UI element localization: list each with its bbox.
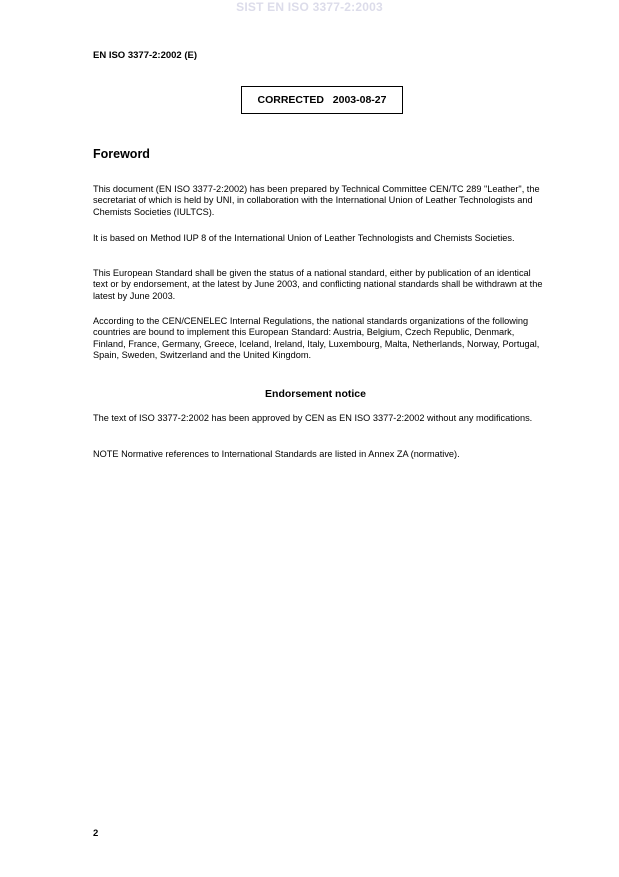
watermark: SIST EN ISO 3377-2:2003 xyxy=(236,0,383,14)
note-paragraph: NOTE Normative references to International Standards are listed in Annex ZA (normative). xyxy=(93,449,460,459)
endorsement-heading: Endorsement notice xyxy=(265,388,366,400)
foreword-paragraph: This European Standard shall be given the status of a national standard, either by publication of an identical text or by endorsement, at the latest by June 2003, and conflicting national standards shall be withdrawn at the latest by June 2003. xyxy=(93,268,543,301)
endorsement-paragraph: The text of ISO 3377-2:2002 has been approved by CEN as EN ISO 3377-2:2002 without any modifications. xyxy=(93,413,533,423)
foreword-heading: Foreword xyxy=(93,147,150,161)
document-id: EN ISO 3377-2:2002 (E) xyxy=(93,50,198,61)
foreword-paragraph: It is based on Method IUP 8 of the International Union of Leather Technologists and Chemists Societies. xyxy=(93,233,515,243)
corrected-stamp: CORRECTED 2003-08-27 xyxy=(241,86,403,114)
foreword-paragraph: According to the CEN/CENELEC Internal Regulations, the national standards organizations of the following countries are bound to implement this European Standard: Austria, Belgium, Czech Republic, Denmark, Finland, France, Germany, Greece, Iceland, Ireland, Italy, Luxembourg, Malta, Netherlands, Norway, Portugal, Spain, Sweden, Switzerland and the United Kingdom. xyxy=(93,316,540,360)
foreword-paragraph: This document (EN ISO 3377-2:2002) has been prepared by Technical Committee CEN/TC 289 "Leather", the secretariat of which is held by UNI, in collaboration with the International Union of Leather Technologists and Chemists Societies (IULTCS). xyxy=(93,184,540,217)
page-number: 2 xyxy=(93,828,99,839)
